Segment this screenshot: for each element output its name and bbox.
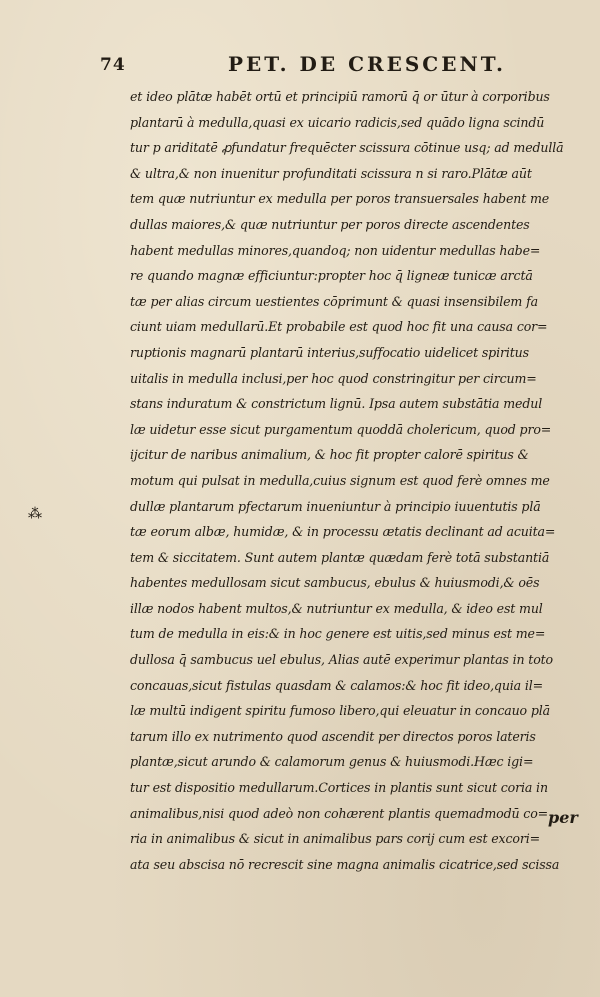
text-line: tarum illo ex nutrimento quod ascendit per directos poros lateris: [130, 728, 536, 744]
text-line: ata seu abscisa nō recrescit sine magna animalis cicatrice,sed scissa: [130, 856, 560, 872]
text-line: stans induratum & constrictum lignū. Ipsa autem substātia medul: [130, 396, 543, 412]
text-line: illæ nodos habent multos,& nutriuntur ex medulla, & ideo est mul: [130, 600, 543, 616]
body-text: [130, 84, 580, 877]
text-line: habent medullas minores,quandoq; non uidentur medullas habe=: [130, 242, 541, 258]
folio-number: 74: [100, 55, 126, 75]
text-line: & ultra,& non inuenitur profunditati scissura n si raro.Plātæ aūt: [130, 165, 532, 181]
text-line: tur p ariditatē ꝓfundatur frequēcter scissura cōtinue usq; ad medullā: [130, 140, 564, 156]
text-line: concauas,sicut fistulas quasdam & calamos:& hoc fit ideo,quia il=: [130, 677, 544, 693]
text-line: et ideo plātæ habēt ortū et principiū ramorū q̄ or ūtur à corporibus: [130, 89, 550, 104]
text-line: læ uidetur esse sicut purgamentum quoddā cholericum, quod pro=: [130, 421, 552, 437]
text-line: uitalis in medulla inclusi,per hoc quod constringitur per circum=: [130, 370, 537, 386]
text-line: ciunt uiam medullarū.Et probabile est quod hoc fit una causa cor=: [130, 319, 548, 335]
text-line: tæ eorum albæ, humidæ, & in processu ætatis declinant ad acuita=: [130, 524, 556, 540]
text-line: ruptionis magnarū plantarū interius,suffocatio uidelicet spiritus: [130, 344, 529, 360]
text-line: plantæ,sicut arundo & calamorum genus & huiusmodi.Hæc igi=: [130, 754, 534, 770]
text-line: habentes medullosam sicut sambucus, ebulus & huiusmodi,& oēs: [130, 575, 540, 591]
catchword: per: [548, 808, 578, 827]
text-line: motum qui pulsat in medulla,cuius signum est quod ferè omnes me: [130, 472, 550, 488]
text-line: tem & siccitatem. Sunt autem plantæ quædam ferè totā substantiā: [130, 549, 550, 565]
text-line: tæ per alias circum uestientes cōprimunt & quasi insensibilem fa: [130, 293, 538, 309]
text-line: dullas maiores,& quæ nutriuntur per poros directe ascendentes: [130, 216, 530, 232]
text-line: dullosa q̄ sambucus uel ebulus, Alias autē experimur plantas in toto: [130, 652, 553, 668]
text-line: ijcitur de naribus animalium, & hoc fit propter calorē spiritus &: [130, 447, 529, 463]
text-line: tem quæ nutriuntur ex medulla per poros transuersales habent me: [130, 191, 550, 207]
text-line: plantarū à medulla,quasi ex uicario radicis,sed quādo ligna scindū: [130, 114, 545, 130]
text-line: dullæ plantarum pfectarum inueniuntur à principio iuuentutis plā: [130, 498, 541, 514]
text-line: læ multū indigent spiritu fumoso libero,qui eleuatur in concauo plā: [130, 703, 550, 719]
text-line: tum de medulla in eis:& in hoc genere est uitis,sed minus est me=: [130, 626, 546, 642]
text-line: ria in animalibus & sicut in animalibus pars corij cum est excori=: [130, 831, 540, 847]
running-head: PET. DE CRESCENT.: [228, 52, 507, 76]
text-line: re quando magnæ efficiuntur:propter hoc q̄ ligneæ tunicæ arctā: [130, 268, 533, 284]
text-line: animalibus,nisi quod adeò non cohærent plantis quemadmodū co=: [130, 805, 549, 821]
text-line: tur est dispositio medullarum.Cortices in plantis sunt sicut coria in: [130, 780, 548, 796]
margin-mark: ⁂: [28, 506, 42, 522]
